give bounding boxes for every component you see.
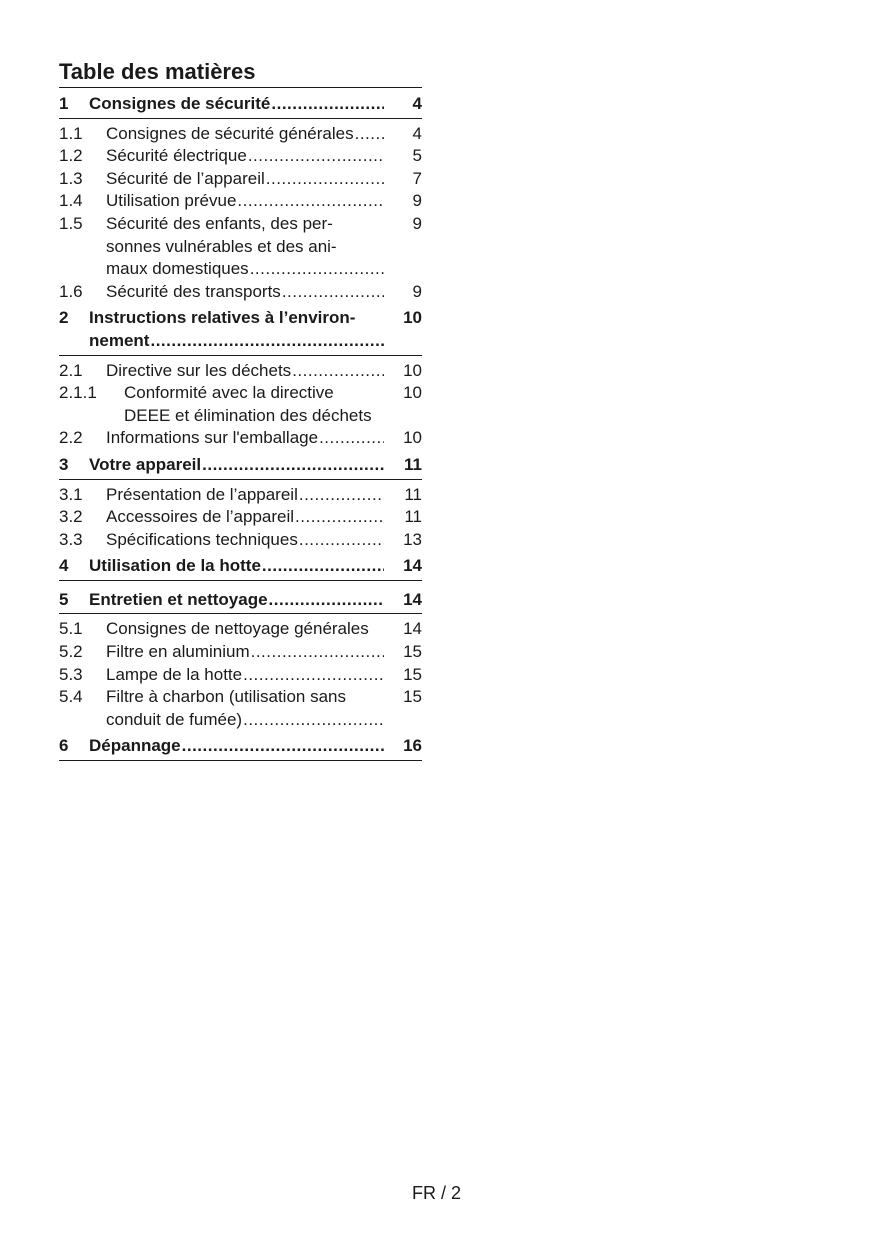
toc-entry-1-4[interactable] xyxy=(59,190,422,213)
toc-page: 11 xyxy=(404,454,422,474)
toc-label: Consignes de sécurité xyxy=(89,94,271,113)
toc-section-5[interactable] xyxy=(59,585,422,615)
toc-label: maux domestiques xyxy=(106,259,249,279)
toc-page: 11 xyxy=(404,507,422,527)
toc-number: 6 xyxy=(59,736,69,756)
toc-label: Sécurité des enfants, des per- xyxy=(106,213,333,233)
leader-dots xyxy=(236,190,384,213)
leader-dots xyxy=(354,123,384,146)
toc-number: 3 xyxy=(59,454,69,474)
leader-dots xyxy=(265,168,384,191)
toc-label: Dépannage xyxy=(89,736,181,756)
toc-label: Présentation de l’appareil xyxy=(106,484,298,504)
toc-entry-2-1[interactable] xyxy=(59,360,422,383)
toc-label: Entretien et nettoyage xyxy=(89,589,268,609)
toc-entry-5-2[interactable] xyxy=(59,641,422,664)
toc-label: Filtre à charbon (utilisation sans xyxy=(106,687,347,707)
toc-label: Spécifications techniques xyxy=(106,529,298,549)
toc-page: 15 xyxy=(403,664,422,684)
toc-section-4[interactable] xyxy=(59,551,422,581)
leader-dots xyxy=(247,145,384,168)
toc-section-6[interactable] xyxy=(59,731,422,761)
leader-dots xyxy=(149,330,384,353)
toc-number: 3.2 xyxy=(59,507,83,527)
toc-label: nement xyxy=(89,330,150,350)
toc-number: 2.1.1 xyxy=(59,383,97,403)
toc-number: 1.5 xyxy=(59,213,83,233)
toc-entry-5-4[interactable] xyxy=(59,686,422,731)
toc-number: 1.6 xyxy=(59,281,83,301)
toc-number: 1.2 xyxy=(59,146,83,166)
leader-dots xyxy=(281,281,384,304)
toc-page: 14 xyxy=(403,556,422,576)
toc-number: 1 xyxy=(59,94,69,113)
toc-page: 13 xyxy=(403,529,422,549)
leader-dots xyxy=(291,360,384,383)
toc-entry-1-2[interactable] xyxy=(59,145,422,168)
toc-number: 5.3 xyxy=(59,664,83,684)
toc-page: 15 xyxy=(403,642,422,662)
toc-label: Votre appareil xyxy=(89,454,202,474)
toc-section-3[interactable] xyxy=(59,450,422,480)
toc-number: 3.1 xyxy=(59,484,83,504)
toc-number: 5.1 xyxy=(59,619,83,639)
leader-dots xyxy=(250,641,384,664)
toc-number: 1.3 xyxy=(59,168,83,188)
toc-label: Directive sur les déchets xyxy=(106,360,292,380)
toc-entry-2-2[interactable] xyxy=(59,427,422,450)
toc-entry-1-5[interactable] xyxy=(59,213,422,281)
leader-dots xyxy=(242,709,384,732)
toc-number: 2.1 xyxy=(59,360,83,380)
toc-number: 3.3 xyxy=(59,529,83,549)
toc-number: 2.2 xyxy=(59,428,83,448)
toc-label: Consignes de nettoyage générales xyxy=(106,619,369,639)
toc-entry-5-1[interactable] xyxy=(59,618,422,641)
toc-label: Instructions relatives à l’environ- xyxy=(89,308,356,328)
toc-label: Sécurité de l’appareil xyxy=(106,168,265,188)
toc-page: 10 xyxy=(403,428,422,448)
leader-dots xyxy=(201,454,384,477)
toc-label: conduit de fumée) xyxy=(106,709,243,729)
toc-page: 15 xyxy=(403,687,422,707)
leader-dots xyxy=(294,506,384,529)
toc-section-2[interactable] xyxy=(59,303,422,355)
toc-number: 5 xyxy=(59,589,69,609)
toc-entry-3-3[interactable] xyxy=(59,529,422,552)
toc-page: 14 xyxy=(403,589,422,609)
toc-entry-1-1[interactable] xyxy=(59,123,422,146)
toc-entry-2-1-1[interactable] xyxy=(59,382,422,427)
page-number: FR / 2 xyxy=(412,1183,462,1203)
leader-dots xyxy=(268,589,384,612)
toc-label: Lampe de la hotte xyxy=(106,664,243,684)
toc-entry-5-3[interactable] xyxy=(59,664,422,687)
toc-label: Utilisation prévue xyxy=(106,191,237,211)
toc-entry-1-3[interactable] xyxy=(59,168,422,191)
toc-page: 10 xyxy=(403,360,422,380)
toc-page: 9 xyxy=(412,281,422,301)
toc-label: Utilisation de la hotte xyxy=(89,556,261,576)
toc-page: 9 xyxy=(412,191,422,211)
toc-title: Table des matières xyxy=(59,58,422,88)
toc-number: 1.1 xyxy=(59,123,83,143)
toc-number: 1.4 xyxy=(59,191,83,211)
toc-page: 16 xyxy=(403,736,422,756)
table-of-contents xyxy=(59,58,422,765)
leader-dots xyxy=(242,664,384,687)
leader-dots xyxy=(318,427,384,450)
toc-page: 14 xyxy=(403,619,422,639)
toc-number: 5.4 xyxy=(59,687,83,707)
toc-number: 2 xyxy=(59,308,69,328)
toc-page: 5 xyxy=(412,146,422,166)
toc-label: Informations sur l'emballage xyxy=(106,428,319,448)
leader-dots xyxy=(261,555,384,578)
toc-label: DEEE et élimination des déchets xyxy=(124,405,372,425)
toc-entry-3-1[interactable] xyxy=(59,484,422,507)
toc-page: 11 xyxy=(404,484,422,504)
toc-number: 5.2 xyxy=(59,642,83,662)
toc-label: Accessoires de l’appareil xyxy=(106,507,295,527)
toc-page: 9 xyxy=(412,213,422,233)
toc-entry-3-2[interactable] xyxy=(59,506,422,529)
toc-page: 10 xyxy=(403,383,422,403)
leader-dots xyxy=(181,735,384,758)
leader-dots xyxy=(270,93,384,116)
toc-number: 4 xyxy=(59,556,69,576)
toc-page: 4 xyxy=(412,123,422,143)
toc-entry-1-6[interactable] xyxy=(59,281,422,304)
toc-page: 7 xyxy=(412,168,422,188)
toc-page: 4 xyxy=(412,94,422,113)
leader-dots xyxy=(298,484,384,507)
toc-label: sonnes vulnérables et des ani- xyxy=(106,236,337,256)
leader-dots xyxy=(298,529,384,552)
toc-label: Sécurité électrique xyxy=(106,146,247,166)
toc-section-1[interactable] xyxy=(59,88,422,119)
toc-label: Filtre en aluminium xyxy=(106,642,250,662)
toc-label: Conformité avec la directive xyxy=(124,383,334,403)
toc-page: 10 xyxy=(403,308,422,328)
leader-dots xyxy=(249,258,384,281)
toc-label: Consignes de sécurité générales xyxy=(106,123,354,143)
toc-label: Sécurité des transports xyxy=(106,281,281,301)
